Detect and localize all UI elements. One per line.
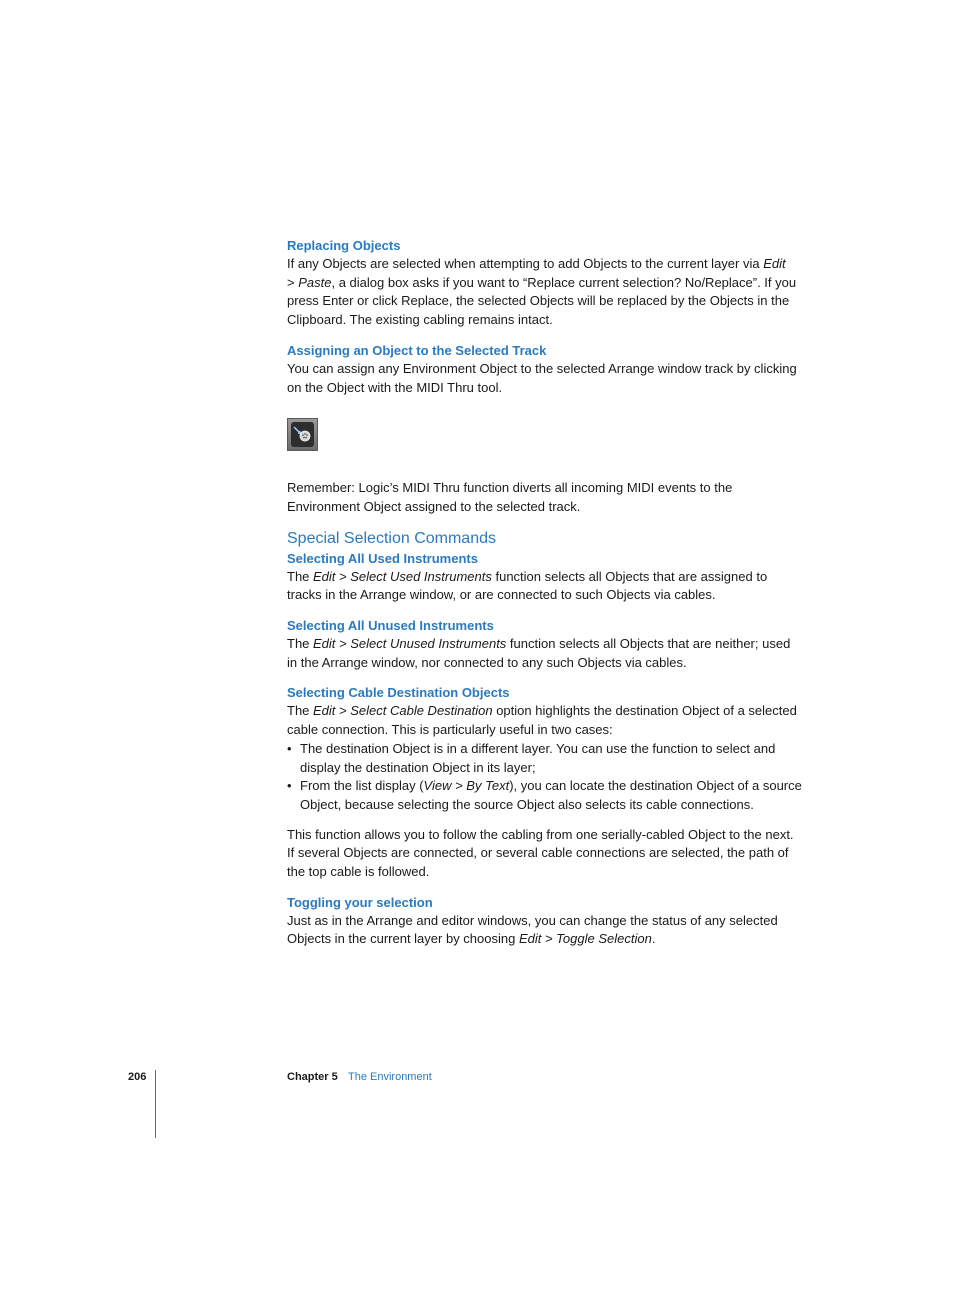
page-content <box>287 236 802 949</box>
heading-selecting-used-instruments: Selecting All Used Instruments <box>287 550 478 566</box>
heading-selecting-cable-destination: Selecting Cable Destination Objects <box>287 685 510 701</box>
bullet-icon: • <box>287 778 292 794</box>
paragraph-selecting-unused-instruments: The Edit > Select Unused Instruments function selects all Objects that are neither; used in the Arrange window, nor connected to any such Objects via cables. <box>287 636 791 670</box>
heading-selecting-unused-instruments: Selecting All Unused Instruments <box>287 618 494 634</box>
footer-divider <box>155 1070 156 1138</box>
paragraph-follow-cabling: This function allows you to follow the cabling from one serially-cabled Object to the next. If several Objects are connected, or several cable connections are selected, the path of the top cable is followed. <box>287 826 794 880</box>
paragraph-replacing-objects: If any Objects are selected when attempting to add Objects to the current layer via Edit > Paste, a dialog box asks if you want to “Replace current selection? No/Replace”. If you press Enter or click Replace, the selected Objects will be replaced by the Objects in the Clipboard. The existing cabling remains intact. <box>287 256 797 328</box>
page-number: 206 <box>128 1071 147 1083</box>
midi-thru-tool-icon <box>287 418 318 451</box>
paragraph-assigning-object: You can assign any Environment Object to the selected Arrange window track by clicking on the Object with the MIDI Thru tool. <box>287 360 797 395</box>
paragraph-selecting-cable-destination: The Edit > Select Cable Destination option highlights the destination Object of a selected cable connection. This is particularly useful in two cases: <box>287 703 797 738</box>
heading-assigning-object: Assigning an Object to the Selected Track <box>287 342 547 358</box>
paragraph-remember-note: Remember: Logic’s MIDI Thru function diverts all incoming MIDI events to the Environment Object assigned to the selected track. <box>287 480 733 514</box>
footer-chapter-title: The Environment <box>348 1071 432 1083</box>
heading-replacing-objects: Replacing Objects <box>287 238 401 253</box>
paragraph-selecting-used-instruments: The Edit > Select Used Instruments function selects all Objects that are assigned to tracks in the Arrange window, or are connected to such Objects via cables. <box>287 568 768 603</box>
list-item: • From the list display (View > By Text), you can locate the destination Object of a source Object, because selecting the source Object also selects its cable connections. <box>287 778 802 812</box>
bullet-icon: • <box>287 740 292 756</box>
paragraph-toggling-selection: Just as in the Arrange and editor windows, you can change the status of any selected Objects in the current layer by choosing Edit > Toggle Selection. <box>287 912 778 947</box>
cable-cases-list <box>287 740 802 815</box>
heading-special-selection-commands: Special Selection Commands <box>287 529 496 547</box>
list-item: • The destination Object is in a different layer. You can use the function to select and display the destination Object in its layer; <box>287 740 776 775</box>
heading-toggling-selection: Toggling your selection <box>287 894 433 910</box>
footer-chapter-label: Chapter 5 <box>287 1071 338 1083</box>
